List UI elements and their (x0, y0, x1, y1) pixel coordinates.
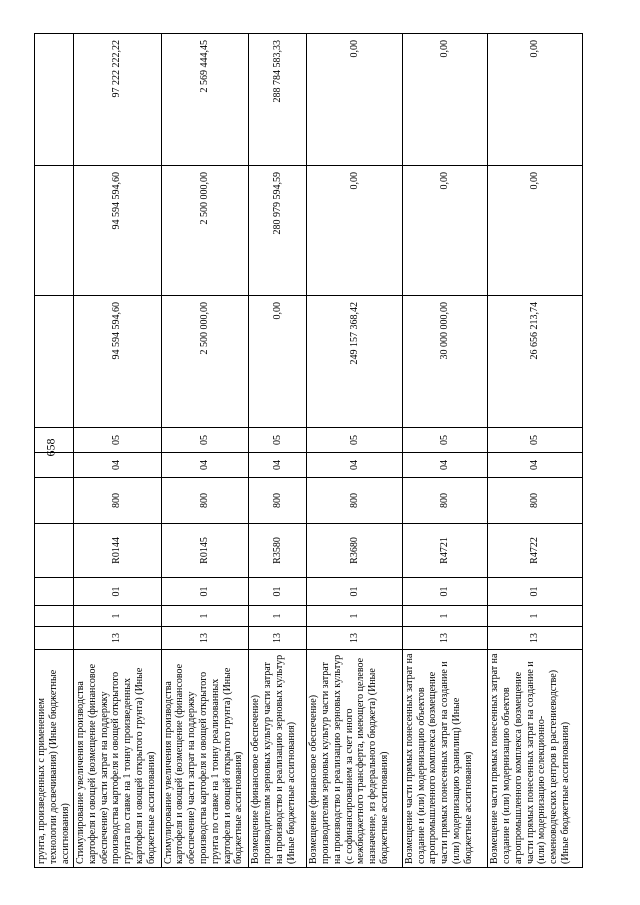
amount-2026: 97 222 222,22 (74, 34, 162, 166)
amount-2026 (35, 34, 74, 166)
code-om: 01 (488, 578, 583, 606)
code-pp (35, 606, 74, 627)
code-section: 04 (402, 453, 487, 478)
amount-2025: 0,00 (307, 166, 403, 296)
amount-2024 (35, 296, 74, 428)
table-row (161, 34, 249, 868)
code-section (35, 453, 74, 478)
code-target: R0145 (161, 524, 249, 578)
amount-2025: 0,00 (488, 166, 583, 296)
amount-2026: 2 569 444,45 (161, 34, 249, 166)
table-row (249, 34, 307, 868)
code-pp: 1 (74, 606, 162, 627)
row-name: Стимулирование увеличения производства картофеля и овощей (возмещение (финансовое обеспечение) части затрат на поддержку производства картофеля и овощей открытого грунта по ставке на 1 тонну произведенных картофеля и овощей открытого грунта) (Иные бюджетные ассигнования) (74, 650, 162, 868)
row-name: Возмещение (финансовое обеспечение) производителям зерновых культур части затрат на производство и реализацию зерновых культур (Иные бюджетные ассигнования) (249, 650, 307, 868)
code-om: 01 (161, 578, 249, 606)
code-om: 01 (307, 578, 403, 606)
code-kvr: 800 (74, 478, 162, 524)
code-gp: 13 (249, 627, 307, 650)
row-name: Возмещение части прямых понесенных затрат на создание и (или) модернизацию объектов агропромышленного комплекса (возмещение части прямых понесенных затрат на создание и (или) модернизацию селекционно-семеноводческих центров в растениеводстве) (Иные бюджетные ассигнования) (488, 650, 583, 868)
code-pp: 1 (161, 606, 249, 627)
code-subsection: 05 (307, 428, 403, 453)
code-pp: 1 (249, 606, 307, 627)
code-section: 04 (161, 453, 249, 478)
amount-2026: 288 784 583,33 (249, 34, 307, 166)
amount-2024: 30 000 000,00 (402, 296, 487, 428)
code-pp: 1 (488, 606, 583, 627)
code-subsection: 05 (161, 428, 249, 453)
code-subsection: 05 (488, 428, 583, 453)
code-target: R4721 (402, 524, 487, 578)
code-subsection: 05 (249, 428, 307, 453)
code-target (35, 524, 74, 578)
amount-2024: 2 500 000,00 (161, 296, 249, 428)
code-section: 04 (249, 453, 307, 478)
code-kvr: 800 (161, 478, 249, 524)
rotated-page (34, 34, 583, 868)
row-name: Возмещение части прямых понесенных затрат на создание и (или) модернизацию объектов агропромышленного комплекса (возмещение части прямых понесенных затрат на создание и (или) модернизацию хранилищ) (Иные бюджетные ассигнования) (402, 650, 487, 868)
code-om: 01 (74, 578, 162, 606)
amount-2024: 249 157 368,42 (307, 296, 403, 428)
code-om (35, 578, 74, 606)
budget-table (34, 33, 583, 868)
code-subsection: 05 (74, 428, 162, 453)
code-target: R4722 (488, 524, 583, 578)
code-gp: 13 (161, 627, 249, 650)
code-kvr: 800 (307, 478, 403, 524)
code-subsection (35, 428, 74, 453)
amount-2024: 94 594 594,60 (74, 296, 162, 428)
table-row (74, 34, 162, 868)
amount-2025: 280 979 594,59 (249, 166, 307, 296)
code-kvr: 800 (402, 478, 487, 524)
amount-2025: 94 594 594,60 (74, 166, 162, 296)
code-subsection: 05 (402, 428, 487, 453)
code-pp: 1 (307, 606, 403, 627)
amount-2025: 0,00 (402, 166, 487, 296)
page-number: 658 (43, 438, 58, 457)
code-target: R3580 (249, 524, 307, 578)
amount-2025 (35, 166, 74, 296)
code-target: R0144 (74, 524, 162, 578)
code-gp (35, 627, 74, 650)
row-name: Стимулирование увеличения производства картофеля и овощей (возмещение (финансовое обеспечение) части затрат на поддержку производства картофеля и овощей открытого грунта по ставке на 1 тонну реализованных картофеля и овощей открытого грунта) (Иные бюджетные ассигнования) (161, 650, 249, 868)
code-gp: 13 (402, 627, 487, 650)
code-om: 01 (249, 578, 307, 606)
code-kvr: 800 (488, 478, 583, 524)
code-section: 04 (307, 453, 403, 478)
row-name: грунта, произведенных с применением технологии досвечивания) (Иные бюджетные ассигнования) (35, 650, 74, 868)
row-name: Возмещение (финансовое обеспечение) производителям зерновых культур части затрат на производство и реализацию зерновых культур (с софинансированием за счет иного межбюджетного трансферта, имеющего целевое назначение, из федерального бюджета) (Иные бюджетные ассигнования) (307, 650, 403, 868)
code-section: 04 (488, 453, 583, 478)
amount-2025: 2 500 000,00 (161, 166, 249, 296)
amount-2026: 0,00 (488, 34, 583, 166)
code-kvr: 800 (249, 478, 307, 524)
table-row (488, 34, 583, 868)
code-pp: 1 (402, 606, 487, 627)
table-row (402, 34, 487, 868)
amount-2026: 0,00 (402, 34, 487, 166)
code-section: 04 (74, 453, 162, 478)
amount-2026: 0,00 (307, 34, 403, 166)
code-kvr (35, 478, 74, 524)
table-row (35, 34, 74, 868)
amount-2024: 0,00 (249, 296, 307, 428)
table-row (307, 34, 403, 868)
amount-2024: 26 656 213,74 (488, 296, 583, 428)
code-om: 01 (402, 578, 487, 606)
code-gp: 13 (74, 627, 162, 650)
code-gp: 13 (307, 627, 403, 650)
code-gp: 13 (488, 627, 583, 650)
code-target: R3680 (307, 524, 403, 578)
